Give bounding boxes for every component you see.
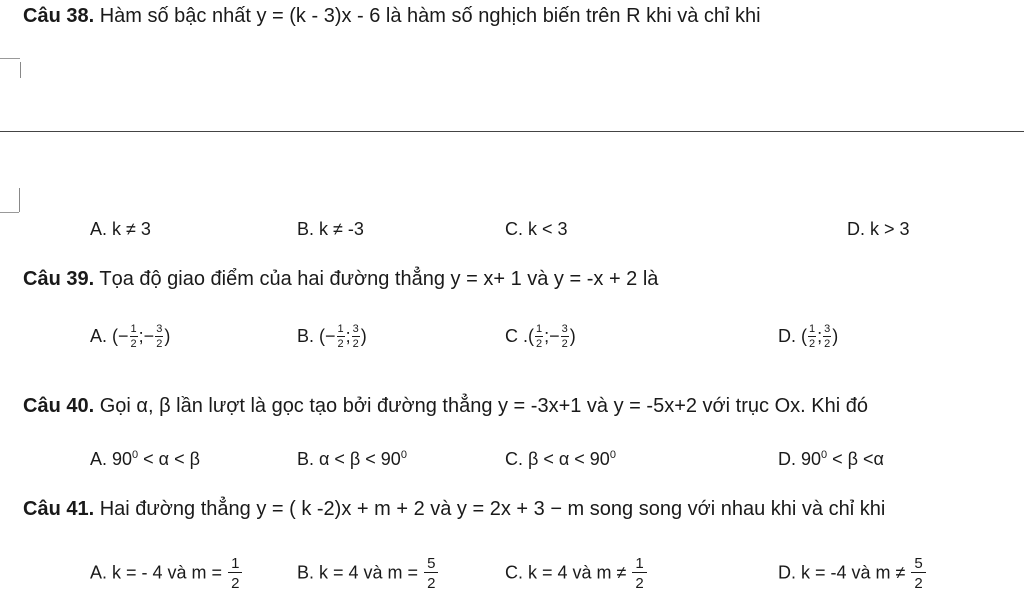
q39-option-c: C .( $\frac{1}{2}$ ;− $\frac{3}{2}$ ) xyxy=(505,323,576,350)
q40-option-a: A. $90^0 < \alpha < \beta$ xyxy=(90,449,200,469)
q38-option-b: B. k ≠ -3 xyxy=(297,219,364,239)
question-39-label: Câu 39. xyxy=(23,268,95,290)
q39-option-a: A. (− $\frac{1}{2}$ ;− $\frac{3}{2}$ ) xyxy=(90,323,171,350)
q38-option-d: D. k > 3 xyxy=(847,219,910,239)
q41-option-b: B. k = 4 và m = $\frac{5}{2}$ xyxy=(297,556,439,591)
divider-line xyxy=(0,131,1024,132)
q40-option-c: C. $\beta < \alpha < 90^0$ xyxy=(505,449,616,469)
margin-mark-top xyxy=(20,62,21,78)
question-38 xyxy=(23,5,761,28)
margin-mark-bottom-h xyxy=(0,212,19,213)
q39-option-d: D. ( $\frac{1}{2}$ ; $\frac{3}{2}$ ) xyxy=(778,323,839,350)
question-40-text: Gọi α, β lần lượt là gọc tạo bởi đường thẳng y = -3x+1 và y = -5x+2 với trục Ox. Khi đó xyxy=(99,395,868,417)
question-39-text: Tọa độ giao điểm của hai đường thẳng y = x+ 1 và y = -x + 2 là xyxy=(99,268,659,290)
question-41-label: Câu 41. xyxy=(23,498,95,520)
question-39 xyxy=(23,268,658,291)
q41-option-d: D. k = -4 và m ≠ $\frac{5}{2}$ xyxy=(778,556,927,591)
q40-option-b: B. $\alpha < \beta < 90^0$ xyxy=(297,449,407,469)
question-41-text: Hai đường thẳng y = ( k -2)x + m + 2 và y = 2x + 3 − m song song với nhau khi và chỉ khi xyxy=(99,498,886,520)
question-38-label: Câu 38. xyxy=(23,5,95,27)
q38-option-c: C. k < 3 xyxy=(505,219,568,239)
q41-option-a: A. k = - 4 và m = $\frac{1}{2}$ xyxy=(90,556,243,591)
question-40-label: Câu 40. xyxy=(23,395,95,417)
q41-option-c: C. k = 4 và m ≠ $\frac{1}{2}$ xyxy=(505,556,648,591)
margin-mark-top-h xyxy=(0,58,20,59)
question-40 xyxy=(23,395,868,418)
q40-option-d: D. $90^0 < \beta <\alpha$ xyxy=(778,449,884,469)
question-41 xyxy=(23,498,885,521)
q39-option-b: B. (− $\frac{1}{2}$ ; $\frac{3}{2}$ ) xyxy=(297,323,367,350)
margin-mark-bottom xyxy=(19,188,20,212)
q38-option-a: A. k ≠ 3 xyxy=(90,219,151,239)
question-38-text: Hàm số bậc nhất y = (k - 3)x - 6 là hàm số nghịch biến trên R khi và chỉ khi xyxy=(99,5,761,27)
